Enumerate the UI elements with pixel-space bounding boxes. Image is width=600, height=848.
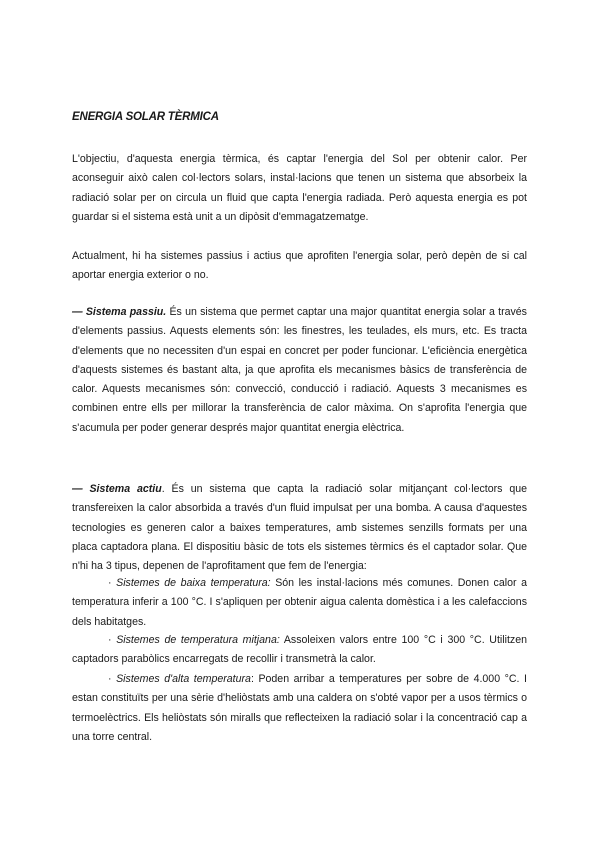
bullet: · xyxy=(108,673,117,685)
type-name: Sistemes d'alta temperatura xyxy=(116,673,251,685)
intro-paragraph: L'objectiu, d'aquesta energia tèrmica, és captar l'energia del Sol per obtenir calor. Per aconseguir això calen col·lectors solars, instal·lacions que tenen un sistema que absorbeix la radiació solar per on circula un fluid que capta l'energia radiada. Però aquesta energia es pot guardar si el sistema està unit a un dipòsit d'emmagatzematge. xyxy=(72,153,527,223)
type-name: Sistemes de temperatura mitjana: xyxy=(116,634,280,646)
active-system-heading: — Sistema actiu xyxy=(72,483,162,495)
page-title: ENERGIA SOLAR TÈRMICA xyxy=(72,111,219,123)
active-system-paragraph xyxy=(72,480,527,576)
passive-system-text: És un sistema que permet captar una major quantitat energia solar a través d'elements passius. Aquests elements són: les finestres, les teulades, els murs, etc. Es tracta d'elements que no necessiten d'un espai en concret per poder funcionar. L'eficiència energètica d'aquests sistemes és bastant alta, ja que aprofita els mecanismes bàsics de transferència de calor. Aquests mecanismes són: convecció, conducció i radiació. Aquests 3 mecanismes es combinen entre ells per millorar la transferència de calor màxima. On s'aprofita l'energia que s'acumula per poder generar després major quantitat energia elèctrica. xyxy=(72,306,527,434)
type-desc: Assoleixen valors entre 100 °C i 300 °C. Utilitzen captadors parabòlics encarregats de recollir i transmetrà la calor. xyxy=(72,634,527,666)
bullet: · xyxy=(108,634,117,646)
type-high-temperature xyxy=(72,670,527,747)
passive-system-paragraph xyxy=(72,303,527,438)
type-name: Sistemes de baixa temperatura: xyxy=(116,577,271,589)
bullet: · xyxy=(108,577,117,589)
type-low-temperature xyxy=(72,574,527,632)
type-desc: Són les instal·lacions més comunes. Donen calor a temperatura inferir a 100 °C. I s'apliquen per obtenir aigua calenta domèstica i a les calefaccions dels habitatges. xyxy=(72,577,527,628)
passive-system-heading: — Sistema passiu. xyxy=(72,306,167,318)
type-desc: : Poden arribar a temperatures per sobre de 4.000 °C. I estan constituïts per una sèrie d'heliòstats amb una caldera on s'obté vapor per a usos tèrmics o termoelèctrics. Els heliòstats són miralls que reflecteixen la radiació solar i la concentració cap a una torre central. xyxy=(72,673,527,743)
type-medium-temperature xyxy=(72,631,527,670)
active-system-text: . És un sistema que capta la radiació solar mitjançant col·lectors que transfereixen la calor absorbida a través d'un fluid impulsat per una bomba. A causa d'aquestes tecnologies es generen calor a baixes temperatures, amb sistemes senzills formats per una placa captadora plana. El dispositiu bàsic de tots els sistemes tèrmics és el captador solar. Que n'hi ha 3 tipus, depenen de l'aprofitament que fem de l'energia: xyxy=(72,483,528,573)
systems-intro-paragraph: Actualment, hi ha sistemes passius i actius que aprofiten l'energia solar, però depèn de si cal aportar energia exterior o no. xyxy=(72,250,527,282)
